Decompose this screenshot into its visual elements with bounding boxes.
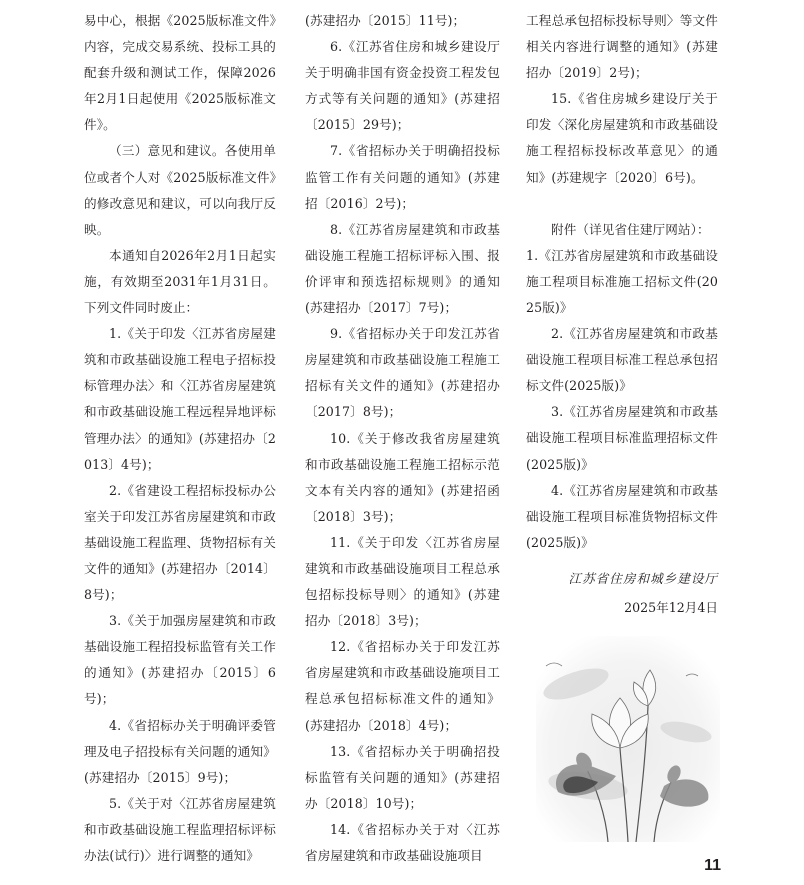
repealed-doc-5: 5.《关于对〈江苏省房屋建筑和市政基础设施工程监理招标评标办法(试行)〉进行调整的通知》 [84,795,276,863]
text-column-right [526,8,718,556]
repealed-doc-8: 8.《江苏省房屋建筑和市政基础设施工程施工招标评标入围、报价评审和预选招标规则》的通知(苏建招办〔2017〕7号)； [305,221,500,316]
repealed-doc-15: 15.《省住房城乡建设厅关于印发〈深化房屋建筑和市政基础设施工程招标投标改革意见〉的通知》(苏建规字〔2020〕6号)。 [526,91,718,185]
paragraph-effective-date: 本通知自2026年2月1日起实施，有效期至2031年1月31日。下列文件同时废止： [84,247,276,316]
paragraph: 易中心，根据《2025版标准文件》内容，完成交易系统、投标工具的配套升级和测试工作，保障2026年2月1日起使用《2025版标准文件》。 [84,13,276,133]
issue-date: 2025年12月4日 [624,600,718,615]
attachment-1: 1.《江苏省房屋建筑和市政基础设施工程项目标准施工招标文件(2025版)》 [526,247,718,315]
lotus-painting-image [536,636,720,842]
text-column-left [84,8,276,869]
repealed-doc-5-cont: (苏建招办〔2015〕11号)； [305,13,466,28]
repealed-doc-9: 9.《省招标办关于印发江苏省房屋建筑和市政基础设施工程施工招标有关文件的通知》(苏建招办〔2017〕8号)； [305,326,500,420]
repealed-doc-6: 6.《江苏省住房和城乡建设厅关于明确非国有资金投资工程发包方式等有关问题的通知》(苏建招〔2015〕29号)； [305,39,500,133]
repealed-doc-4: 4.《省招标办关于明确评委管理及电子招投标有关问题的通知》(苏建招办〔2015〕9号)； [84,717,276,785]
attachments-heading: 附件（详见省住建厅网站）： [551,221,710,237]
repealed-doc-7: 7.《省招标办关于明确招投标监管工作有关问题的通知》(苏建招〔2016〕2号)； [305,143,500,211]
repealed-doc-12: 12.《省招标办关于印发江苏省房屋建筑和市政基础设施项目工程总承包招标标准文件的通知》(苏建招办〔2018〕4号)； [305,639,500,733]
repealed-doc-3: 3.《关于加强房屋建筑和市政基础设施工程招投标监管有关工作的通知》(苏建招办〔2015〕6号)； [84,613,276,707]
repealed-doc-1: 1.《关于印发〈江苏省房屋建筑和市政基础设施工程电子招标投标管理办法〉和〈江苏省房屋建筑和市政基础设施工程远程异地评标管理办法〉的通知》(苏建招办〔2013〕4号)； [84,326,276,472]
repealed-doc-14: 14.《省招标办关于对〈江苏省房屋建筑和市政基础设施项目 [305,821,500,863]
issuer-signature: 江苏省住房和城乡建设厅 [568,571,718,586]
repealed-doc-11: 11.《关于印发〈江苏省房屋建筑和市政基础设施项目工程总承包招标投标导则〉的通知》(苏建招办〔2018〕3号)； [305,534,500,629]
repealed-doc-10: 10.《关于修改我省房屋建筑和市政基础设施工程施工招标示范文本有关内容的通知》(苏建招函〔2018〕3号)； [305,430,500,524]
repealed-doc-14-cont: 工程总承包招标投标导则〉等文件相关内容进行调整的通知》(苏建招办〔2019〕2号)； [526,13,718,81]
attachment-2: 2.《江苏省房屋建筑和市政基础设施工程项目标准工程总承包招标文件(2025版)》 [526,326,718,394]
paragraph-feedback: （三）意见和建议。各使用单位或者个人对《2025版标准文件》的修改意见和建议，可以向我厅反映。 [84,143,276,237]
attachment-3: 3.《江苏省房屋建筑和市政基础设施工程项目标准监理招标文件(2025版)》 [526,404,718,472]
attachment-4: 4.《江苏省房屋建筑和市政基础设施工程项目标准货物招标文件(2025版)》 [526,482,718,550]
text-column-middle [305,8,500,869]
repealed-doc-13: 13.《省招标办关于明确招投标监管有关问题的通知》(苏建招办〔2018〕10号)； [305,743,500,811]
repealed-doc-2: 2.《省建设工程招标投标办公室关于印发江苏省房屋建筑和市政基础设施工程监理、货物招标有关文件的通知》(苏建招办〔2014〕8号)； [84,482,276,603]
page-number: 11 [704,857,721,874]
